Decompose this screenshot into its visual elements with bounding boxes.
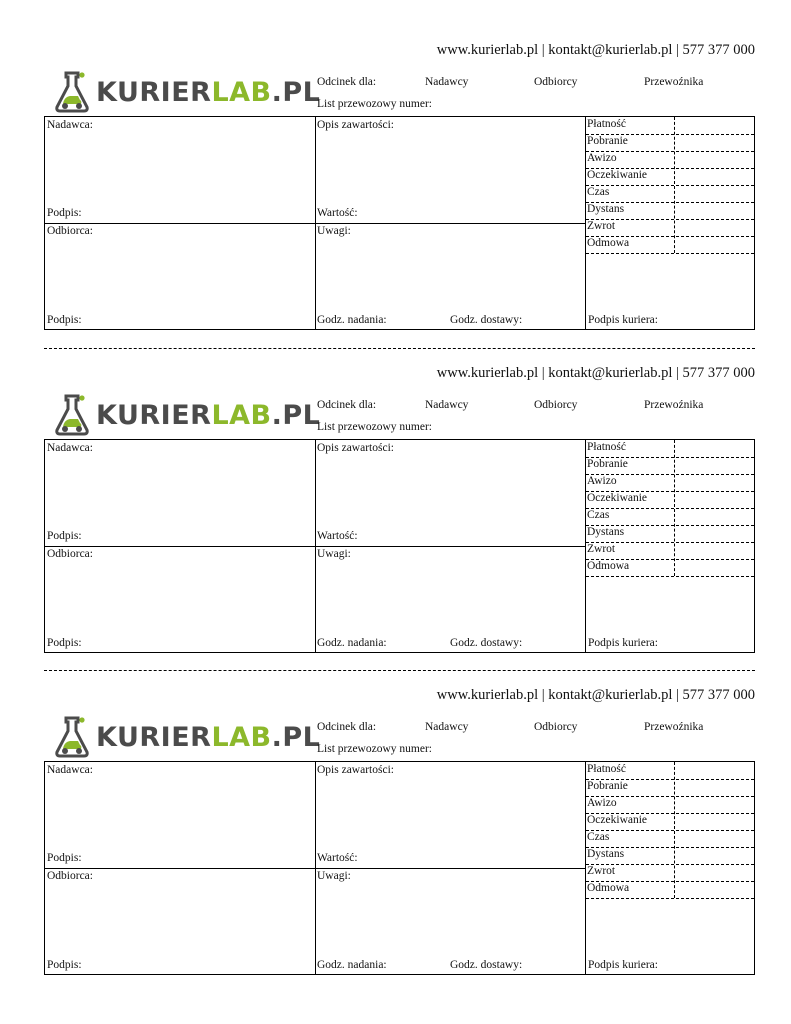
- sender-signature-label: Podpis:: [47, 207, 82, 219]
- contents-label: Opis zawartości:: [317, 764, 394, 776]
- service-refusal: Odmowa: [587, 882, 630, 894]
- divider: [45, 546, 585, 547]
- recipient-signature-label: Podpis:: [47, 314, 82, 326]
- services-table: [586, 440, 754, 576]
- waybill-slip: [0, 645, 791, 971]
- courier-signature-label: Podpis kuriera:: [588, 959, 658, 971]
- send-time-label: Godz. nadania:: [317, 959, 387, 971]
- sender-label: Nadawca:: [47, 119, 93, 131]
- copy-for-label: Odcinek dla:: [317, 76, 377, 88]
- service-cod: Pobranie: [587, 780, 628, 792]
- contact-line: www.kurierlab.pl | kontakt@kurierlab.pl | 577 377 000: [436, 42, 755, 58]
- cut-line: [44, 348, 755, 349]
- waybill-number-label: List przewozowy numer:: [317, 98, 432, 110]
- service-time: Czas: [587, 831, 610, 843]
- cut-line: [44, 670, 755, 671]
- service-waiting: Oczekiwanie: [587, 814, 648, 826]
- service-payment: Płatność: [587, 763, 626, 775]
- service-cod: Pobranie: [587, 135, 628, 147]
- service-notice: Awizo: [587, 475, 617, 487]
- service-distance: Dystans: [587, 526, 625, 538]
- sender-signature-label: Podpis:: [47, 530, 82, 542]
- sender-label: Nadawca:: [47, 442, 93, 454]
- copy-option-recipient[interactable]: Odbiorcy: [534, 76, 578, 88]
- logo: [54, 715, 320, 759]
- value-label: Wartość:: [317, 852, 358, 864]
- notes-label: Uwagi:: [317, 225, 351, 237]
- service-return: Zwrot: [587, 865, 616, 877]
- recipient-label: Odbiorca:: [47, 548, 93, 560]
- contents-label: Opis zawartości:: [317, 119, 394, 131]
- service-cod: Pobranie: [587, 458, 628, 470]
- service-payment: Płatność: [587, 118, 626, 130]
- waybill-number-label: List przewozowy numer:: [317, 743, 432, 755]
- logo-wordmark: KURIERLAB.PL: [96, 399, 321, 431]
- delivery-time-label: Godz. dostawy:: [450, 314, 523, 326]
- delivery-time-label: Godz. dostawy:: [450, 637, 523, 649]
- service-waiting: Oczekiwanie: [587, 169, 648, 181]
- logo: [54, 70, 320, 114]
- services-table: [586, 762, 754, 898]
- waybill-number-label: List przewozowy numer:: [317, 421, 432, 433]
- copy-option-carrier[interactable]: Przewoźnika: [644, 76, 704, 88]
- sender-signature-label: Podpis:: [47, 852, 82, 864]
- service-notice: Awizo: [587, 797, 617, 809]
- copy-for-label: Odcinek dla:: [317, 399, 377, 411]
- waybill-form: [44, 439, 755, 653]
- logo-wordmark: KURIERLAB.PL: [96, 76, 321, 108]
- notes-label: Uwagi:: [317, 870, 351, 882]
- divider: [45, 223, 585, 224]
- logo-wordmark: KURIERLAB.PL: [96, 721, 321, 753]
- copy-option-sender[interactable]: Nadawcy: [425, 721, 469, 733]
- flask-scooter-icon: [54, 71, 90, 113]
- recipient-label: Odbiorca:: [47, 870, 93, 882]
- flask-scooter-icon: [54, 394, 90, 436]
- copy-option-sender[interactable]: Nadawcy: [425, 76, 469, 88]
- copy-option-carrier[interactable]: Przewoźnika: [644, 721, 704, 733]
- service-notice: Awizo: [587, 152, 617, 164]
- delivery-time-label: Godz. dostawy:: [450, 959, 523, 971]
- notes-label: Uwagi:: [317, 548, 351, 560]
- recipient-label: Odbiorca:: [47, 225, 93, 237]
- waybill-form: [44, 761, 755, 975]
- service-return: Zwrot: [587, 220, 616, 232]
- services-table: [586, 117, 754, 253]
- logo: [54, 393, 320, 437]
- contact-line: www.kurierlab.pl | kontakt@kurierlab.pl | 577 377 000: [436, 365, 755, 381]
- waybill-slip: [0, 0, 791, 326]
- send-time-label: Godz. nadania:: [317, 637, 387, 649]
- service-distance: Dystans: [587, 203, 625, 215]
- send-time-label: Godz. nadania:: [317, 314, 387, 326]
- courier-signature-label: Podpis kuriera:: [588, 637, 658, 649]
- recipient-signature-label: Podpis:: [47, 959, 82, 971]
- contents-label: Opis zawartości:: [317, 442, 394, 454]
- service-return: Zwrot: [587, 543, 616, 555]
- service-waiting: Oczekiwanie: [587, 492, 648, 504]
- service-distance: Dystans: [587, 848, 625, 860]
- copy-option-recipient[interactable]: Odbiorcy: [534, 399, 578, 411]
- waybill-form: [44, 116, 755, 330]
- waybill-slip: [0, 323, 791, 649]
- sender-label: Nadawca:: [47, 764, 93, 776]
- value-label: Wartość:: [317, 207, 358, 219]
- courier-signature-label: Podpis kuriera:: [588, 314, 658, 326]
- contact-line: www.kurierlab.pl | kontakt@kurierlab.pl | 577 377 000: [436, 687, 755, 703]
- divider: [45, 868, 585, 869]
- copy-option-recipient[interactable]: Odbiorcy: [534, 721, 578, 733]
- recipient-signature-label: Podpis:: [47, 637, 82, 649]
- service-refusal: Odmowa: [587, 560, 630, 572]
- copy-option-carrier[interactable]: Przewoźnika: [644, 399, 704, 411]
- service-time: Czas: [587, 186, 610, 198]
- service-payment: Płatność: [587, 441, 626, 453]
- service-time: Czas: [587, 509, 610, 521]
- value-label: Wartość:: [317, 530, 358, 542]
- copy-option-sender[interactable]: Nadawcy: [425, 399, 469, 411]
- service-refusal: Odmowa: [587, 237, 630, 249]
- copy-for-label: Odcinek dla:: [317, 721, 377, 733]
- flask-scooter-icon: [54, 716, 90, 758]
